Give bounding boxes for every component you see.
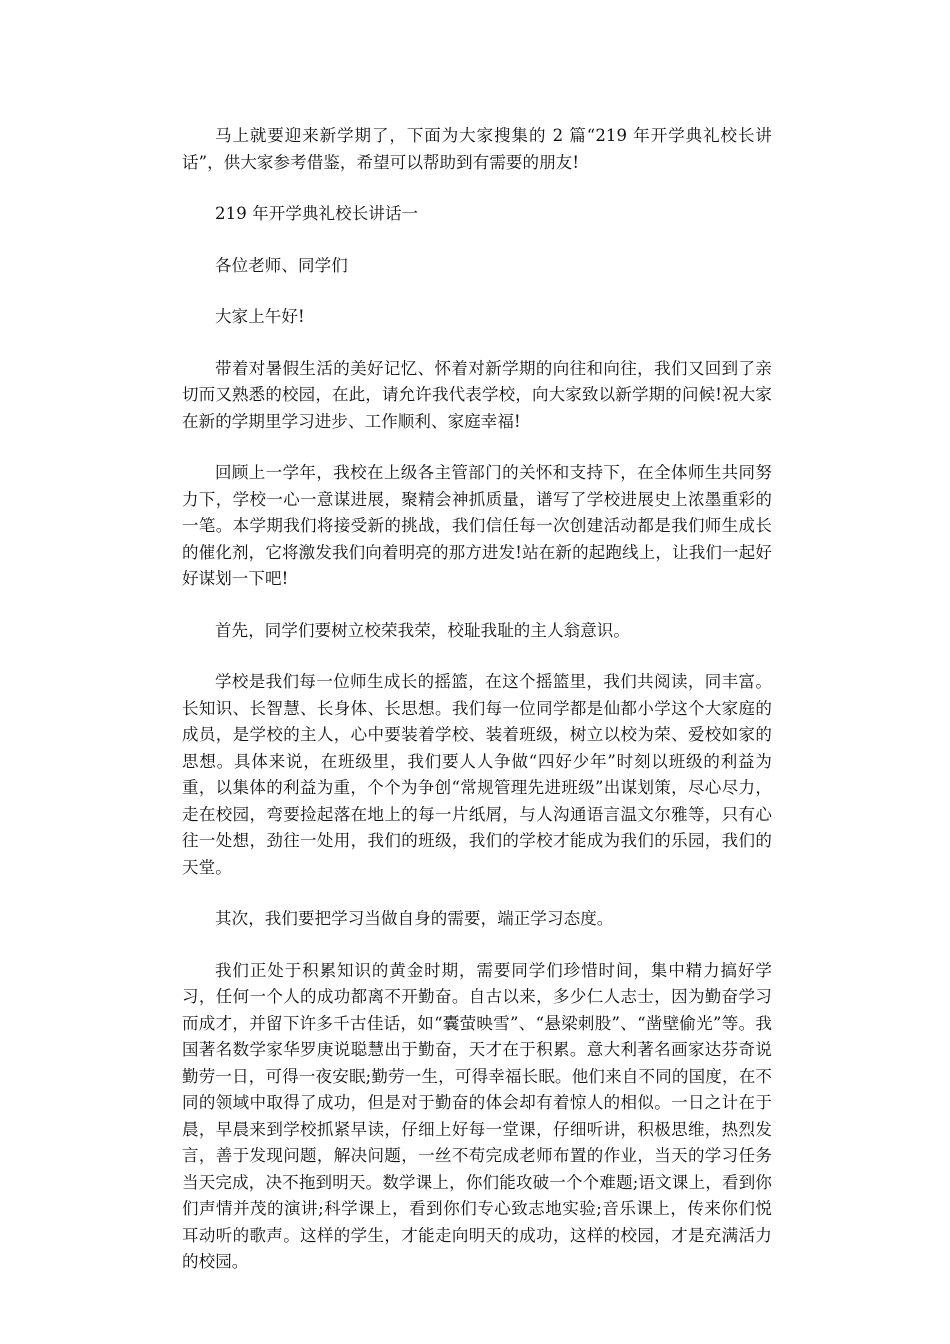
greeting: 大家上午好! bbox=[215, 307, 305, 326]
body-paragraph: 学校是我们每一位师生成长的摇篮，在这个摇篮里，我们共阅读，同丰富。长知识、长智慧、长身体、长思想。我们每一位同学都是仙都小学这个大家庭的成员，是学校的主人，心中要装着学校、装着班级，树立以校为荣、爱校如家的思想。具体来说，在班级里，我们要人人争做“四好少年”时刻以班级的利益为重，以集体的利益为重，个个为争创“常规管理先进班级”出谋划策，尽心尽力，走在校园，弯要捡起落在地上的每一片纸屑，与人沟通语言温文尔雅等，只有心往一处想，劲往一处用，我们的班级，我们的学校才能成为我们的乐园，我们的天堂。 bbox=[182, 672, 772, 877]
section-heading: 其次，我们要把学习当做自身的需要，端正学习态度。 bbox=[215, 909, 614, 928]
salutation: 各位老师、同学们 bbox=[215, 255, 348, 275]
body-paragraph: 我们正处于积累知识的黄金时期，需要同学们珍惜时间，集中精力搞好学习，任何一个人的成功都离不开勤奋。自古以来，多少仁人志士，因为勤奋学习而成才，并留下许多千古佳话，如“囊萤映雪”、“悬梁刺股”、“凿壁偷光”等。我国著名数学家华罗庚说聪慧出于勤奋，天才在于积累。意大利著名画家达芬奇说勤劳一日，可得一夜安眠;勤劳一生，可得幸福长眠。他们来自不同的国度，在不同的领域中取得了成功，但是对于勤奋的体会却有着惊人的相似。一日之计在于晨，早晨来到学校抓紧早读，仔细上好每一堂课，仔细听讲，积极思维，热烈发言，善于发现问题，解决问题，一丝不苟完成老师布置的作业，当天的学习任务当天完成，决不拖到明天。数学课上，你们能攻破一个个难题;语文课上，看到你们声情并茂的演讲;科学课上，看到你们专心致志地实验;音乐课上，传来你们悦耳动听的歌声。这样的学生，才能走向明天的成功，这样的校园，才是充满活力的校园。 bbox=[182, 960, 772, 1271]
intro-paragraph: 马上就要迎来新学期了，下面为大家搜集的 2 篇“219 年开学典礼校长讲话”，供大家参考借鉴，希望可以帮助到有需要的朋友! bbox=[182, 126, 772, 172]
section-heading: 首先，同学们要树立校荣我荣，校耻我耻的主人翁意识。 bbox=[215, 620, 630, 640]
document-body bbox=[182, 123, 772, 1301]
body-paragraph: 回顾上一学年，我校在上级各主管部门的关怀和支持下，在全体师生共同努力下，学校一心一意谋进展，聚精会神抓质量，谱写了学校进展史上浓墨重彩的一笔。本学期我们将接受新的挑战，我们信任每一次创建活动都是我们师生成长的催化剂，它将激发我们向着明亮的那方进发!站在新的起跑线上，让我们一起好好谋划一下吧! bbox=[182, 463, 772, 588]
body-paragraph: 带着对暑假生活的美好记忆、怀着对新学期的向往和向往，我们又回到了亲切而又熟悉的校园，在此，请允许我代表学校，向大家致以新学期的问候!祝大家在新的学期里学习进步、工作顺利、家庭幸福! bbox=[182, 358, 772, 431]
speech-title: 219 年开学典礼校长讲话一 bbox=[215, 204, 419, 223]
